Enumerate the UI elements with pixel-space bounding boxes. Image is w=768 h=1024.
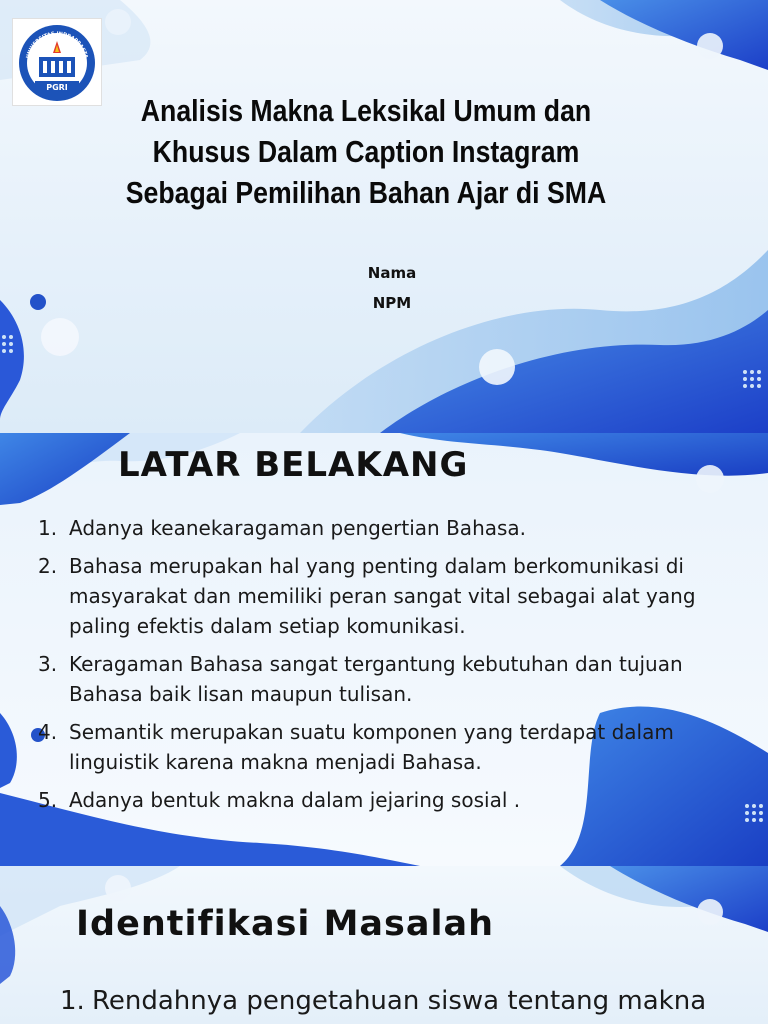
logo-ring-text: UNIVERSITAS INDRAPRASTA	[25, 30, 89, 60]
list-item-number: 2.	[38, 554, 58, 578]
list-item-text: Adanya keanekaragaman pengertian Bahasa.	[69, 516, 527, 540]
slide-latar-belakang	[0, 433, 768, 866]
logo-emblem-icon	[13, 19, 101, 105]
list-item-number: 5.	[38, 788, 58, 812]
section-heading-latar-belakang: LATAR BELAKANG	[118, 445, 469, 485]
list-item-number: 3.	[38, 652, 58, 676]
slide-background	[0, 0, 768, 433]
list-item-number: 4.	[38, 720, 58, 744]
student-name-label: Nama	[367, 264, 417, 282]
list-item-text: Keragaman Bahasa sangat tergantung kebutuhan dan tujuan Bahasa baik lisan maupun tulisan.	[69, 652, 683, 706]
logo-org-text: PGRI	[46, 83, 68, 92]
student-npm-label: NPM	[372, 294, 412, 312]
list-item-number: 1.	[38, 516, 58, 540]
list-item	[38, 649, 738, 709]
section-heading-identifikasi-masalah: Identifikasi Masalah	[76, 904, 495, 944]
university-logo	[12, 18, 102, 106]
presentation-title: Analisis Makna Leksikal Umum dan Khusus Dalam Caption Instagram Sebagai Pemilihan Bahan Ajar di SMA	[125, 93, 607, 210]
slide-title	[0, 0, 768, 433]
list-item-text: Semantik merupakan suatu komponen yang terdapat dalam linguistik karena makna menjadi Bahasa.	[69, 720, 674, 774]
list-item	[38, 551, 738, 641]
list-item-text: Adanya bentuk makna dalam jejaring sosial .	[69, 788, 521, 812]
list-item-text: Bahasa merupakan hal yang penting dalam berkomunikasi di masyarakat dan memiliki peran sangat vital sebagai alat yang paling efektis dalam setiap komunikasi.	[69, 554, 696, 638]
background-list	[38, 513, 738, 815]
problem-list	[60, 984, 760, 1018]
list-item-number: 1.	[60, 986, 85, 1016]
list-item	[38, 785, 738, 815]
slide-identifikasi-masalah	[0, 866, 768, 1024]
list-item-text: Rendahnya pengetahuan siswa tentang makna	[92, 986, 707, 1016]
list-item	[38, 513, 738, 543]
list-item	[38, 717, 738, 777]
list-item	[60, 984, 760, 1018]
